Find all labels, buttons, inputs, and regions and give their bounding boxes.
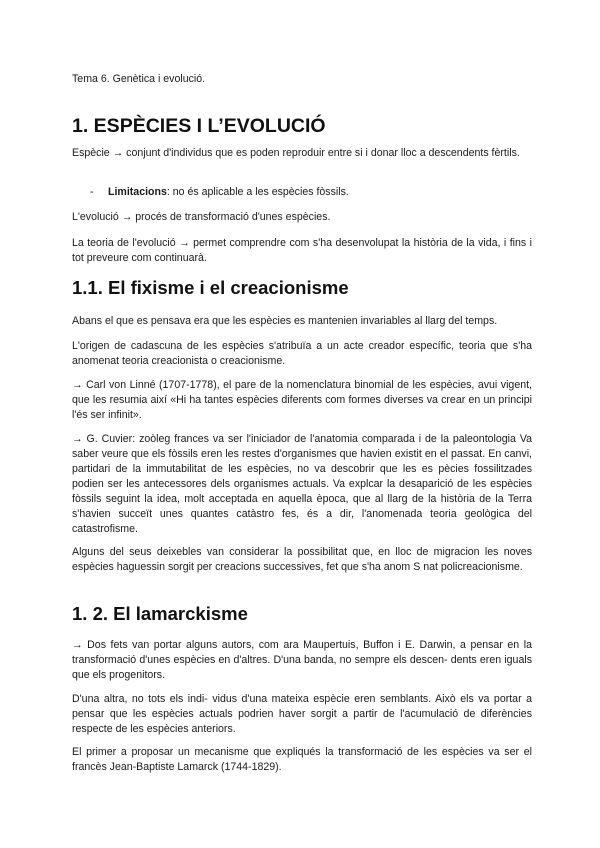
section-heading-1-2: 1. 2. El lamarckisme (72, 603, 248, 624)
paragraph-cuvier: → G. Cuvier: zoòleg frances va ser l'iniciador de l'anatomia comparada i de la paleontologia Va saber veure que els fòssils eren les restes d'organismes que havien existit en el passat. En canvi, partidari de la immutabilitat de les espècies, no va descobrir que les es pècies fossilitzades podien ser les antecessores dels organismes actuals. Va explcar la desaparició de les espècies fòssils seguint la idea, molt acceptada en aquella època, que al llarg de la història de la Terra s'havien succeït unes quantes catàstro fes, és a dir, l'anomenada teoria geològica del catastrofisme. (72, 433, 532, 535)
bullet-limitations (90, 185, 349, 200)
paragraph-evolution-theory: La teoria de l'evolució → permet comprendre com s'ha desenvolupat la història de la vida, i fins i tot preveure com continuarà. (72, 237, 532, 264)
paragraph-species-definition: Espècie → conjunt d'individus que es poden reproduir entre si i donar lloc a descendents fèrtils. (72, 147, 520, 159)
paragraph-lamarck: El primer a proposar un mecanisme que expliqués la transformació de les espècies va ser el francès Jean-Baptiste Lamarck (1744-1829). (72, 746, 532, 773)
bullet-text: : no és aplicable a les espècies fòssils. (166, 186, 349, 198)
bullet-term: Limitacions (108, 186, 167, 198)
section-heading-1: 1. ESPÈCIES I L’EVOLUCIÓ (72, 115, 326, 137)
section-heading-1-1: 1.1. El fixisme i el creacionisme (72, 277, 349, 298)
paragraph-lamarckism-intro: → Dos fets van portar alguns autors, com ara Maupertuis, Buffon i E. Darwin, a pensar en la transformació d'unes espècies en d'altres. D'una banda, no sempre els descen- dents eren iguals que els progenitors. (72, 639, 532, 681)
bullet-marker: - (90, 186, 94, 198)
running-header: Tema 6. Genètica i evolució. (72, 73, 206, 85)
paragraph-evolution-definition: L'evolució → procés de transformació d'unes espècies. (72, 211, 331, 223)
paragraph-variation: D'una altra, no tots els indi- vidus d'una mateixa espècie eren semblants. Això els va portar a pensar que les espècies actuals podrien haver sorgit a partir de l'acumulació de diferències respecte de les espècies anteriors. (72, 693, 532, 735)
paragraph-policreacionisme: Alguns del seus deixebles van considerar la possibilitat que, en lloc de migracion les noves espècies haguessin sorgit per creacions successives, fet que s'ha anom S nat policreacionisme. (72, 546, 532, 573)
paragraph-creationism: L'origen de cadascuna de les espècies s'atribuïa a un acte creador específic, teoria que s'ha anomenat teoria creacionista o creacionisme. (72, 340, 532, 367)
paragraph-linne: → Carl von Linné (1707-1778), el pare de la nomenclatura binomial de les espècies, avui vigent, que les resumia així «Hi ha tantes espècies diferents com formes diverses va crear en un principi l'és ser infinit». (72, 379, 532, 421)
paragraph-fixism: Abans el que es pensava era que les espècies es mantenien invariables al llarg del temps. (72, 315, 498, 327)
